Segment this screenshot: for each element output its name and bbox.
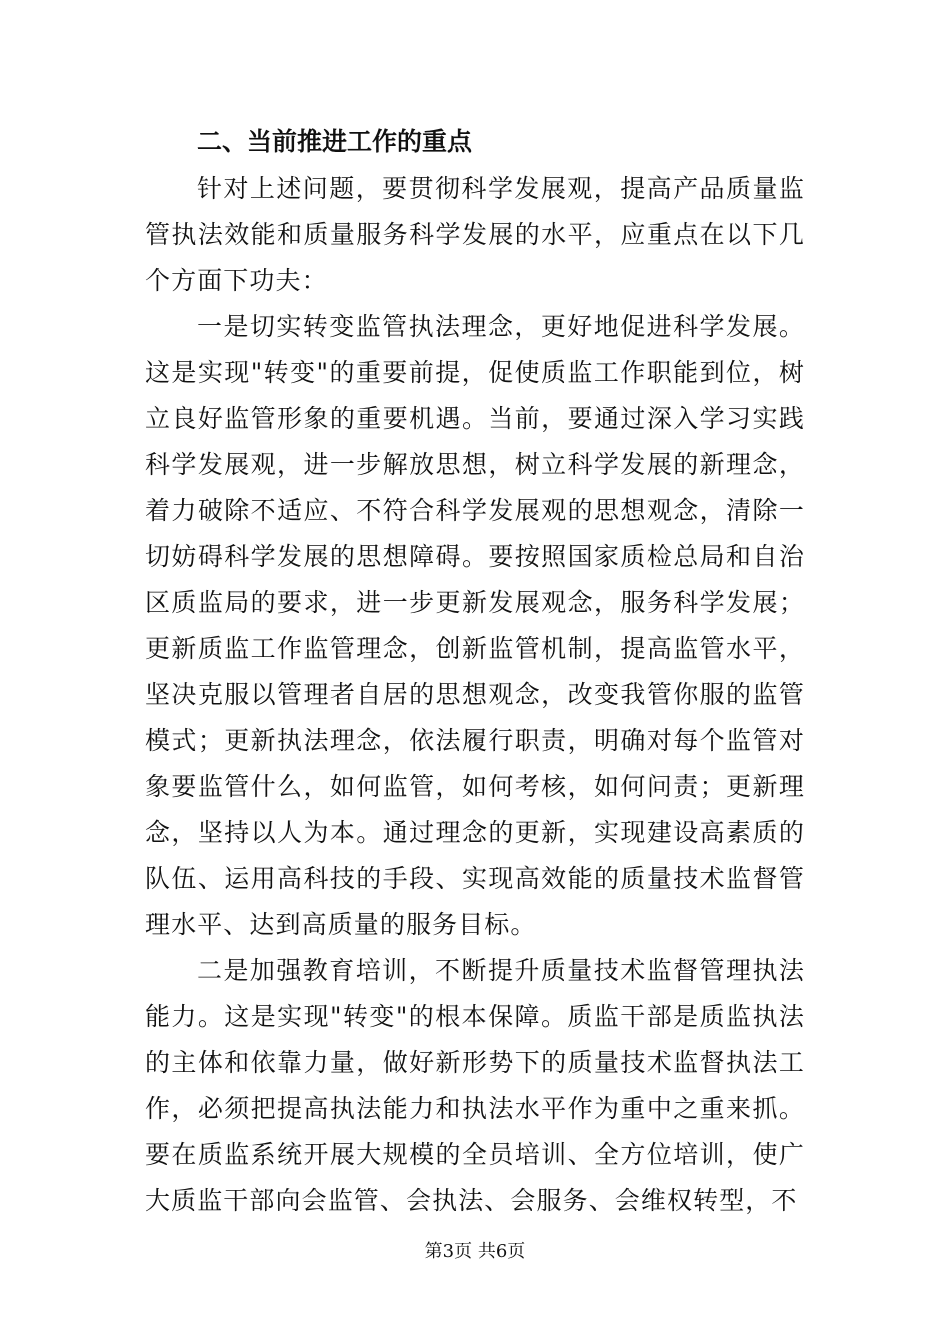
page-footer: 第3页 共6页 — [424, 1241, 526, 1262]
paragraph-intro: 针对上述问题，要贯彻科学发展观，提高产品质量监管执法效能和质量服务科学发展的水平，应重点在以下几个方面下功夫： — [145, 174, 805, 295]
section-heading: 二、当前推进工作的重点 — [197, 127, 473, 156]
paragraph-point-two: 二是加强教育培训，不断提升质量技术监督管理执法能力。这是实现"转变"的根本保障。质监干部是质监执法的主体和依靠力量，做好新形势下的质量技术监督执法工作，必须把提高执法能力和执法水平作为重中之重来抓。要在质监系统开展大规模的全员培训、全方位培训，使广大质监干部向会监管、会执法、会服务、会维权转型，不 — [145, 956, 805, 1215]
document-body — [145, 118, 805, 1224]
paragraph-point-one: 一是切实转变监管执法理念，更好地促进科学发展。这是实现"转变"的重要前提，促使质监工作职能到位，树立良好监管形象的重要机遇。当前，要通过深入学习实践科学发展观，进一步解放思想，树立科学发展的新理念，着力破除不适应、不符合科学发展观的思想观念，清除一切妨碍科学发展的思想障碍。要按照国家质检总局和自治区质监局的要求，进一步更新发展观念，服务科学发展；更新质监工作监管理念，创新监管机制，提高监管水平，坚决克服以管理者自居的思想观念，改变我管你服的监管模式；更新执法理念，依法履行职责，明确对每个监管对象要监管什么，如何监管，如何考核，如何问责；更新理念，坚持以人为本。通过理念的更新，实现建设高素质的队伍、运用高科技的手段、实现高效能的质量技术监督管理水平、达到高质量的服务目标。 — [145, 312, 805, 939]
